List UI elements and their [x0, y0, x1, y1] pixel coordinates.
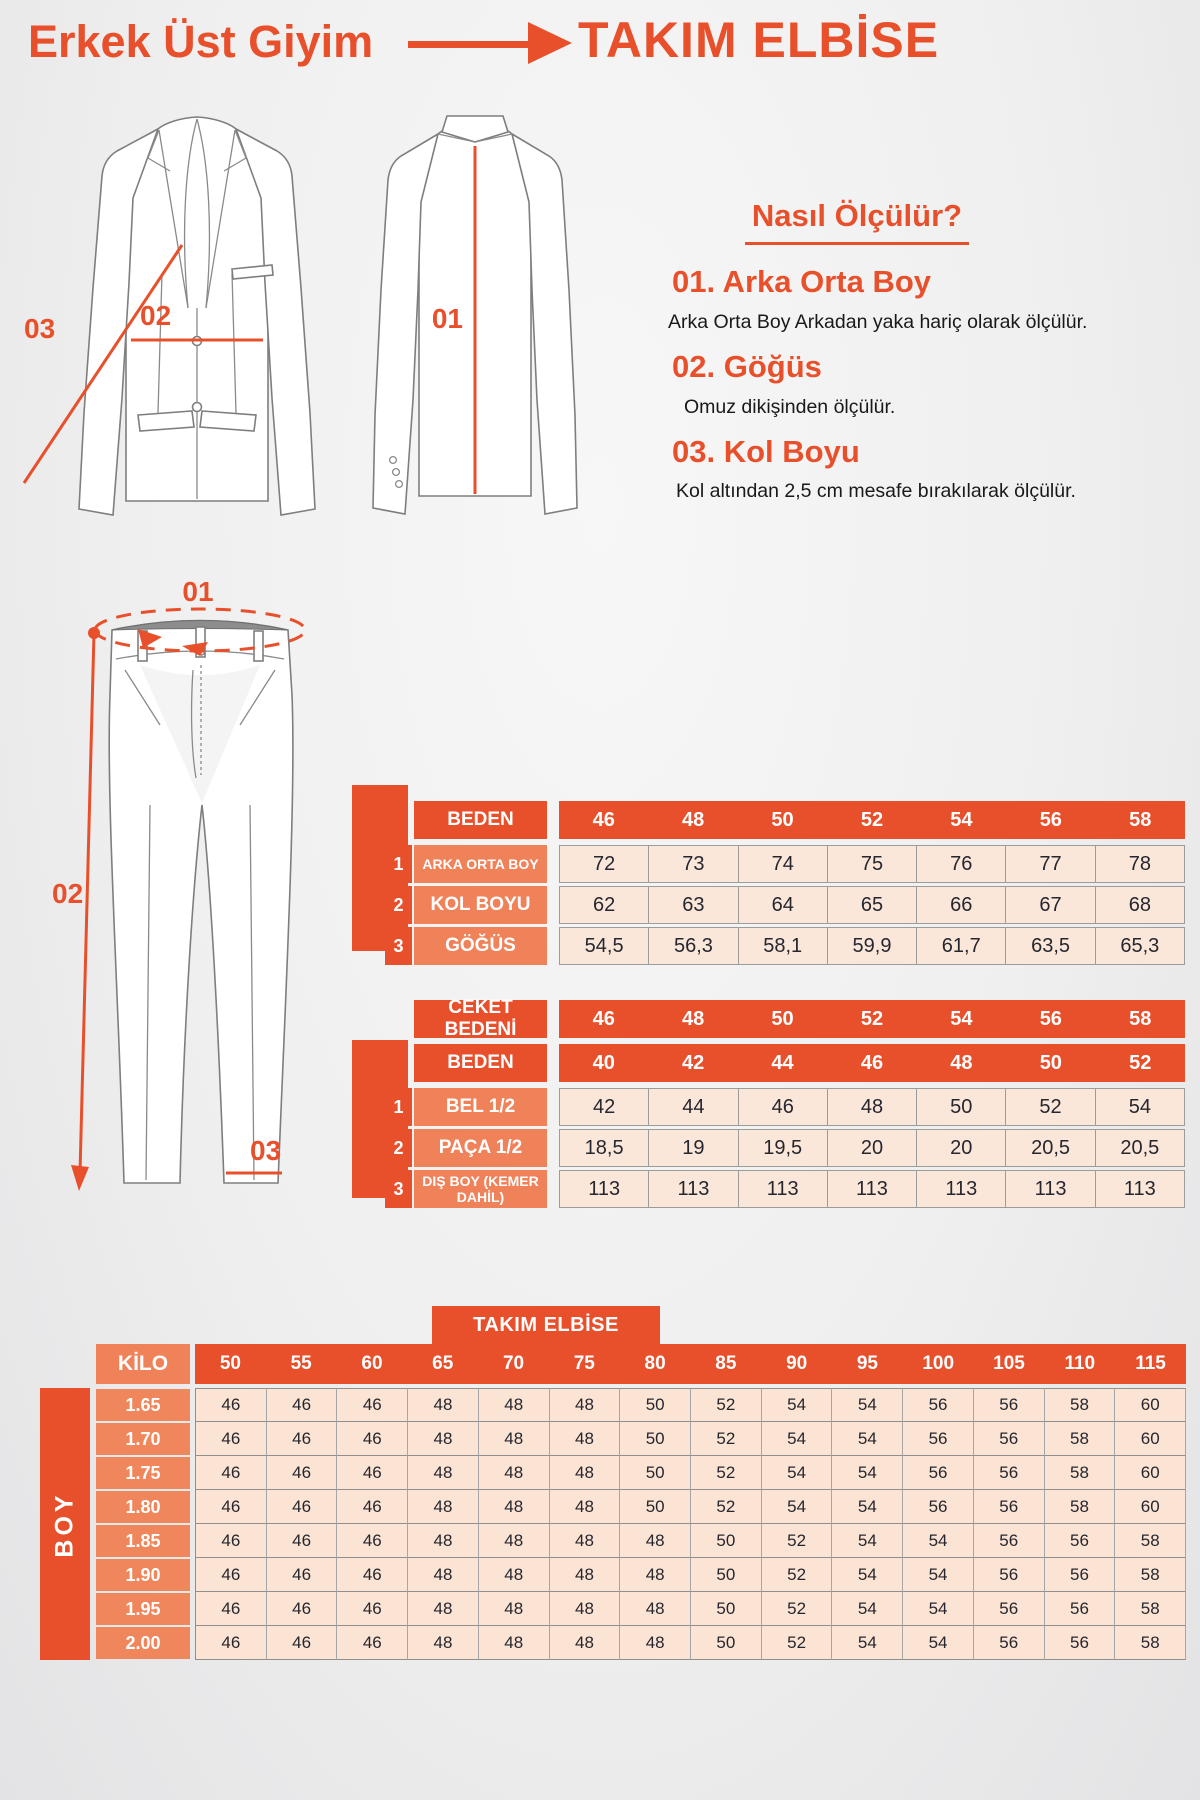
matrix-value-cell: 46	[195, 1524, 267, 1558]
value-cell: 65,3	[1096, 927, 1185, 965]
table-header-row	[385, 1044, 1185, 1082]
matrix-value-cell: 46	[267, 1524, 338, 1558]
value-cell: 52	[1006, 1088, 1095, 1126]
howto-title: Nasıl Ölçülür?	[745, 198, 969, 245]
header-spacer	[385, 1000, 412, 1038]
size-header-cell: 52	[860, 808, 884, 831]
column-gap	[547, 1129, 559, 1167]
value-cell: 113	[739, 1170, 828, 1208]
matrix-value-cell: 50	[620, 1422, 691, 1456]
matrix-value-cell: 48	[479, 1490, 550, 1524]
size-header-cell: 50	[771, 1007, 794, 1030]
value-cell: 50	[917, 1088, 1006, 1126]
table-row	[385, 1170, 1185, 1208]
matrix-value-cell: 46	[337, 1456, 408, 1490]
matrix-value-cell: 48	[550, 1626, 621, 1660]
matrix-value-cell: 48	[408, 1490, 479, 1524]
howto-item-heading: 03. Kol Boyu	[672, 434, 860, 469]
howto-item-heading: 01. Arka Orta Boy	[672, 264, 932, 299]
matrix-body	[96, 1388, 1186, 1660]
matrix-value-cell: 60	[1115, 1456, 1186, 1490]
matrix-value-cell: 48	[550, 1592, 621, 1626]
matrix-value-cell: 54	[832, 1388, 903, 1422]
matrix-value-cell: 54	[762, 1490, 833, 1524]
matrix-value-cell: 48	[620, 1558, 691, 1592]
value-cell: 20	[917, 1129, 1006, 1167]
value-cell: 62	[559, 886, 649, 924]
matrix-value-cell: 52	[691, 1456, 762, 1490]
size-header-cell: 52	[1129, 1051, 1152, 1074]
matrix-value-cell: 56	[903, 1490, 974, 1524]
row-label: BEL 1/2	[414, 1088, 547, 1126]
table-row	[385, 927, 1185, 965]
matrix-value-cell: 58	[1045, 1388, 1116, 1422]
value-cell: 20	[828, 1129, 917, 1167]
weight-header-cell: 100	[922, 1353, 955, 1374]
row-values	[559, 927, 1185, 965]
row-values	[559, 1088, 1185, 1126]
matrix-value-cell: 56	[1045, 1592, 1116, 1626]
height-cell: 1.65	[96, 1389, 190, 1421]
matrix-value-cell: 46	[195, 1592, 267, 1626]
matrix-value-cell: 46	[195, 1456, 267, 1490]
pants-diagram	[30, 535, 350, 1197]
matrix-value-cell: 54	[832, 1524, 903, 1558]
matrix-value-cell: 48	[620, 1524, 691, 1558]
height-cell: 1.95	[96, 1593, 190, 1625]
value-cell: 46	[739, 1088, 828, 1126]
table-row	[385, 845, 1185, 883]
matrix-value-cell: 48	[408, 1456, 479, 1490]
matrix-value-cell: 48	[408, 1524, 479, 1558]
value-cell: 61,7	[917, 927, 1006, 965]
matrix-value-cell: 46	[195, 1388, 267, 1422]
value-cell: 72	[559, 845, 649, 883]
matrix-value-cell: 48	[479, 1388, 550, 1422]
value-cell: 76	[917, 845, 1006, 883]
matrix-table-tab: TAKIM ELBİSE	[432, 1306, 660, 1344]
weight-header-cell: 115	[1135, 1353, 1166, 1374]
kilo-axis-label: KİLO	[96, 1344, 190, 1384]
weight-header-cell: 85	[715, 1353, 737, 1374]
value-cell: 63	[649, 886, 738, 924]
matrix-value-cell: 52	[762, 1524, 833, 1558]
matrix-row-values	[195, 1422, 1186, 1456]
matrix-value-cell: 54	[903, 1592, 974, 1626]
matrix-row	[96, 1456, 1186, 1490]
matrix-row-values	[195, 1558, 1186, 1592]
howto-item-desc: Omuz dikişinden ölçülür.	[684, 396, 896, 418]
height-cell: 1.80	[96, 1491, 190, 1523]
page-title-right: TAKIM ELBİSE	[578, 12, 940, 68]
column-gap	[547, 927, 559, 965]
arrow-right-icon	[528, 22, 572, 64]
value-cell: 113	[1006, 1170, 1095, 1208]
row-values	[559, 1129, 1185, 1167]
column-gap	[547, 1170, 559, 1208]
matrix-value-cell: 52	[691, 1422, 762, 1456]
matrix-value-cell: 46	[337, 1422, 408, 1456]
value-cell: 59,9	[828, 927, 917, 965]
matrix-value-cell: 48	[479, 1592, 550, 1626]
matrix-value-cell: 58	[1045, 1456, 1116, 1490]
outseam-measure-label: 02	[52, 878, 84, 909]
matrix-value-cell: 46	[195, 1490, 267, 1524]
size-header-cell: 46	[592, 1007, 615, 1030]
size-header-cell: 48	[682, 808, 705, 831]
matrix-header-row	[96, 1344, 1186, 1384]
table-header-label: BEDEN	[414, 801, 547, 839]
matrix-value-cell: 54	[762, 1388, 833, 1422]
matrix-value-cell: 60	[1115, 1388, 1186, 1422]
weight-header-cell: 110	[1064, 1353, 1096, 1374]
matrix-value-cell: 54	[903, 1558, 974, 1592]
back-length-measure-label: 01	[431, 303, 463, 334]
size-header-cell: 58	[1129, 808, 1152, 831]
matrix-value-cell: 56	[974, 1490, 1045, 1524]
size-header-cell: 40	[592, 1051, 615, 1074]
size-header-cell: 58	[1129, 1007, 1152, 1030]
height-cell: 1.70	[96, 1423, 190, 1455]
value-cell: 19,5	[739, 1129, 828, 1167]
matrix-row-values	[195, 1388, 1186, 1422]
row-values	[559, 1170, 1185, 1208]
matrix-value-cell: 48	[550, 1422, 621, 1456]
matrix-value-cell: 48	[408, 1388, 479, 1422]
matrix-value-cell: 54	[832, 1456, 903, 1490]
matrix-value-cell: 46	[337, 1490, 408, 1524]
matrix-value-cell: 54	[832, 1490, 903, 1524]
matrix-row	[96, 1490, 1186, 1524]
matrix-value-cell: 48	[550, 1456, 621, 1490]
matrix-value-cell: 58	[1045, 1422, 1116, 1456]
value-cell: 113	[559, 1170, 649, 1208]
size-header-cell: 44	[771, 1051, 794, 1074]
value-cell: 75	[828, 845, 917, 883]
row-number: 1	[385, 1088, 412, 1126]
value-cell: 20,5	[1096, 1129, 1185, 1167]
weight-header-cell: 95	[856, 1353, 878, 1374]
matrix-value-cell: 48	[408, 1592, 479, 1626]
matrix-value-cell: 48	[408, 1626, 479, 1660]
size-header-strip	[559, 801, 1185, 839]
matrix-value-cell: 56	[974, 1524, 1045, 1558]
value-cell: 64	[739, 886, 828, 924]
matrix-value-cell: 46	[267, 1592, 338, 1626]
matrix-value-cell: 46	[337, 1558, 408, 1592]
matrix-value-cell: 48	[620, 1626, 691, 1660]
matrix-value-cell: 46	[195, 1422, 267, 1456]
matrix-value-cell: 46	[337, 1626, 408, 1660]
height-cell: 1.85	[96, 1525, 190, 1557]
jacket-back-diagram	[345, 110, 605, 522]
matrix-value-cell: 56	[1045, 1626, 1116, 1660]
matrix-value-cell: 54	[903, 1524, 974, 1558]
value-cell: 78	[1096, 845, 1185, 883]
matrix-value-cell: 56	[974, 1422, 1045, 1456]
value-cell: 44	[649, 1088, 738, 1126]
matrix-value-cell: 52	[691, 1490, 762, 1524]
matrix-value-cell: 46	[337, 1524, 408, 1558]
value-cell: 113	[649, 1170, 738, 1208]
size-header-cell: 54	[950, 1007, 973, 1030]
height-cell: 1.90	[96, 1559, 190, 1591]
matrix-value-cell: 56	[1045, 1524, 1116, 1558]
size-header-strip	[559, 1000, 1185, 1038]
size-header-cell: 56	[1039, 1007, 1062, 1030]
matrix-row	[96, 1524, 1186, 1558]
matrix-value-cell: 58	[1115, 1524, 1186, 1558]
matrix-value-cell: 46	[267, 1456, 338, 1490]
matrix-value-cell: 46	[267, 1422, 338, 1456]
value-cell: 113	[1096, 1170, 1185, 1208]
size-header-cell: 52	[860, 1007, 884, 1030]
size-header-cell: 46	[592, 808, 615, 831]
matrix-value-cell: 48	[408, 1558, 479, 1592]
height-cell: 1.75	[96, 1457, 190, 1489]
matrix-value-cell: 60	[1115, 1490, 1186, 1524]
matrix-value-cell: 48	[550, 1388, 621, 1422]
value-cell: 18,5	[559, 1129, 649, 1167]
height-cell: 2.00	[96, 1627, 190, 1659]
matrix-value-cell: 56	[903, 1422, 974, 1456]
size-header-cell: 48	[682, 1007, 705, 1030]
matrix-row	[96, 1592, 1186, 1626]
jacket-size-table	[385, 801, 1185, 965]
matrix-row-values	[195, 1626, 1186, 1660]
value-cell: 48	[828, 1088, 917, 1126]
size-header-cell: 46	[860, 1051, 884, 1074]
matrix-value-cell: 56	[1045, 1558, 1116, 1592]
column-gap	[547, 845, 559, 883]
arrow-right-icon	[408, 41, 532, 48]
matrix-value-cell: 58	[1115, 1592, 1186, 1626]
table-header-label: BEDEN	[414, 1044, 547, 1082]
matrix-row-values	[195, 1524, 1186, 1558]
matrix-value-cell: 50	[691, 1626, 762, 1660]
column-gap	[547, 1000, 559, 1038]
row-label: KOL BOYU	[414, 886, 547, 924]
row-number: 3	[385, 927, 412, 965]
row-label: PAÇA 1/2	[414, 1129, 547, 1167]
matrix-value-cell: 60	[1115, 1422, 1186, 1456]
value-cell: 67	[1006, 886, 1095, 924]
value-cell: 54,5	[559, 927, 649, 965]
matrix-value-cell: 58	[1115, 1558, 1186, 1592]
hem-measure-label: 03	[250, 1135, 282, 1166]
size-header-cell: 42	[682, 1051, 705, 1074]
weight-header-cell: 90	[786, 1353, 808, 1374]
value-cell: 73	[649, 845, 738, 883]
column-gap	[547, 1044, 559, 1082]
value-cell: 19	[649, 1129, 738, 1167]
table-header-row	[385, 801, 1185, 839]
size-header-cell: 56	[1039, 808, 1062, 831]
row-label: DIŞ BOY (KEMER DAHİL)	[414, 1170, 547, 1208]
table-header-row	[385, 997, 1185, 1040]
weight-header-cell: 55	[290, 1353, 312, 1374]
size-header-cell: 50	[771, 808, 794, 831]
matrix-value-cell: 56	[903, 1456, 974, 1490]
matrix-row-values	[195, 1490, 1186, 1524]
row-values	[559, 886, 1185, 924]
matrix-value-cell: 46	[267, 1388, 338, 1422]
sleeve-measure-label: 03	[24, 313, 56, 344]
matrix-value-cell: 48	[479, 1456, 550, 1490]
pants-size-table	[385, 997, 1185, 1208]
page-title-left: Erkek Üst Giyim	[28, 16, 374, 67]
value-cell: 113	[917, 1170, 1006, 1208]
value-cell: 58,1	[739, 927, 828, 965]
matrix-value-cell: 52	[691, 1388, 762, 1422]
header-spacer	[385, 801, 412, 839]
matrix-value-cell: 48	[550, 1490, 621, 1524]
matrix-value-cell: 48	[550, 1558, 621, 1592]
value-cell: 20,5	[1006, 1129, 1095, 1167]
matrix-row-values	[195, 1456, 1186, 1490]
boy-axis-bar	[40, 1388, 90, 1660]
value-cell: 54	[1096, 1088, 1185, 1126]
matrix-value-cell: 50	[620, 1388, 691, 1422]
table-row	[385, 886, 1185, 924]
row-values	[559, 845, 1185, 883]
weight-header-cell: 50	[219, 1353, 241, 1374]
weight-header-cell: 105	[993, 1353, 1025, 1374]
value-cell: 113	[828, 1170, 917, 1208]
matrix-value-cell: 54	[762, 1422, 833, 1456]
matrix-value-cell: 46	[267, 1558, 338, 1592]
matrix-value-cell: 46	[267, 1626, 338, 1660]
matrix-row	[96, 1626, 1186, 1660]
matrix-value-cell: 50	[691, 1592, 762, 1626]
matrix-value-cell: 56	[974, 1388, 1045, 1422]
weight-header-strip	[195, 1344, 1186, 1384]
matrix-value-cell: 52	[762, 1626, 833, 1660]
matrix-row	[96, 1422, 1186, 1456]
matrix-value-cell: 48	[479, 1422, 550, 1456]
matrix-value-cell: 56	[974, 1558, 1045, 1592]
row-number: 1	[385, 845, 412, 883]
value-cell: 65	[828, 886, 917, 924]
howto-item-heading: 02. Göğüs	[672, 349, 822, 384]
matrix-row	[96, 1388, 1186, 1422]
matrix-value-cell: 50	[620, 1490, 691, 1524]
matrix-value-cell: 56	[974, 1626, 1045, 1660]
row-number: 3	[385, 1170, 412, 1208]
value-cell: 77	[1006, 845, 1095, 883]
size-header-cell: 50	[1039, 1051, 1062, 1074]
matrix-value-cell: 46	[337, 1592, 408, 1626]
matrix-value-cell: 54	[832, 1558, 903, 1592]
matrix-row-values	[195, 1592, 1186, 1626]
matrix-row	[96, 1558, 1186, 1592]
value-cell: 56,3	[649, 927, 738, 965]
weight-header-cell: 60	[361, 1353, 383, 1374]
matrix-value-cell: 56	[903, 1388, 974, 1422]
value-cell: 63,5	[1006, 927, 1095, 965]
value-cell: 66	[917, 886, 1006, 924]
waist-measure-label: 01	[182, 576, 214, 607]
size-header-cell: 54	[950, 808, 973, 831]
weight-header-cell: 75	[573, 1353, 595, 1374]
value-cell: 68	[1096, 886, 1185, 924]
table-row	[385, 1129, 1185, 1167]
matrix-value-cell: 54	[832, 1422, 903, 1456]
boy-axis-label: BOY	[50, 1490, 79, 1558]
matrix-value-cell: 48	[479, 1626, 550, 1660]
matrix-value-cell: 48	[550, 1524, 621, 1558]
size-header-cell: 48	[950, 1051, 973, 1074]
row-label: GÖĞÜS	[414, 927, 547, 965]
matrix-value-cell: 58	[1115, 1626, 1186, 1660]
matrix-value-cell: 48	[620, 1592, 691, 1626]
jacket-front-diagram	[10, 103, 340, 535]
column-gap	[547, 886, 559, 924]
matrix-value-cell: 52	[762, 1558, 833, 1592]
value-cell: 42	[559, 1088, 649, 1126]
matrix-value-cell: 54	[762, 1456, 833, 1490]
column-gap	[547, 801, 559, 839]
matrix-value-cell: 50	[620, 1456, 691, 1490]
weight-header-cell: 80	[644, 1353, 666, 1374]
matrix-value-cell: 50	[691, 1524, 762, 1558]
matrix-value-cell: 48	[479, 1558, 550, 1592]
matrix-value-cell: 48	[479, 1524, 550, 1558]
header-spacer	[385, 1044, 412, 1082]
weight-header-cell: 65	[432, 1353, 454, 1374]
matrix-value-cell: 48	[408, 1422, 479, 1456]
matrix-value-cell: 54	[832, 1592, 903, 1626]
matrix-value-cell: 58	[1045, 1490, 1116, 1524]
matrix-value-cell: 46	[195, 1558, 267, 1592]
matrix-value-cell: 52	[762, 1592, 833, 1626]
howto-item-desc: Kol altından 2,5 cm mesafe bırakılarak ölçülür.	[676, 480, 1076, 502]
matrix-value-cell: 50	[691, 1558, 762, 1592]
table-row	[385, 1088, 1185, 1126]
weight-header-cell: 70	[502, 1353, 525, 1374]
value-cell: 74	[739, 845, 828, 883]
matrix-value-cell: 46	[267, 1490, 338, 1524]
column-gap	[547, 1088, 559, 1126]
matrix-value-cell: 54	[832, 1626, 903, 1660]
size-header-strip	[559, 1044, 1185, 1082]
row-label: ARKA ORTA BOY	[414, 845, 547, 883]
matrix-value-cell: 46	[195, 1626, 267, 1660]
row-number: 2	[385, 886, 412, 924]
matrix-value-cell: 56	[974, 1456, 1045, 1490]
row-number: 2	[385, 1129, 412, 1167]
chest-measure-label: 02	[140, 300, 172, 331]
matrix-value-cell: 56	[974, 1592, 1045, 1626]
matrix-value-cell: 46	[337, 1388, 408, 1422]
table-header-label: CEKET BEDENİ	[414, 1000, 547, 1038]
matrix-value-cell: 54	[903, 1626, 974, 1660]
howto-item-desc: Arka Orta Boy Arkadan yaka hariç olarak ölçülür.	[668, 311, 1088, 333]
